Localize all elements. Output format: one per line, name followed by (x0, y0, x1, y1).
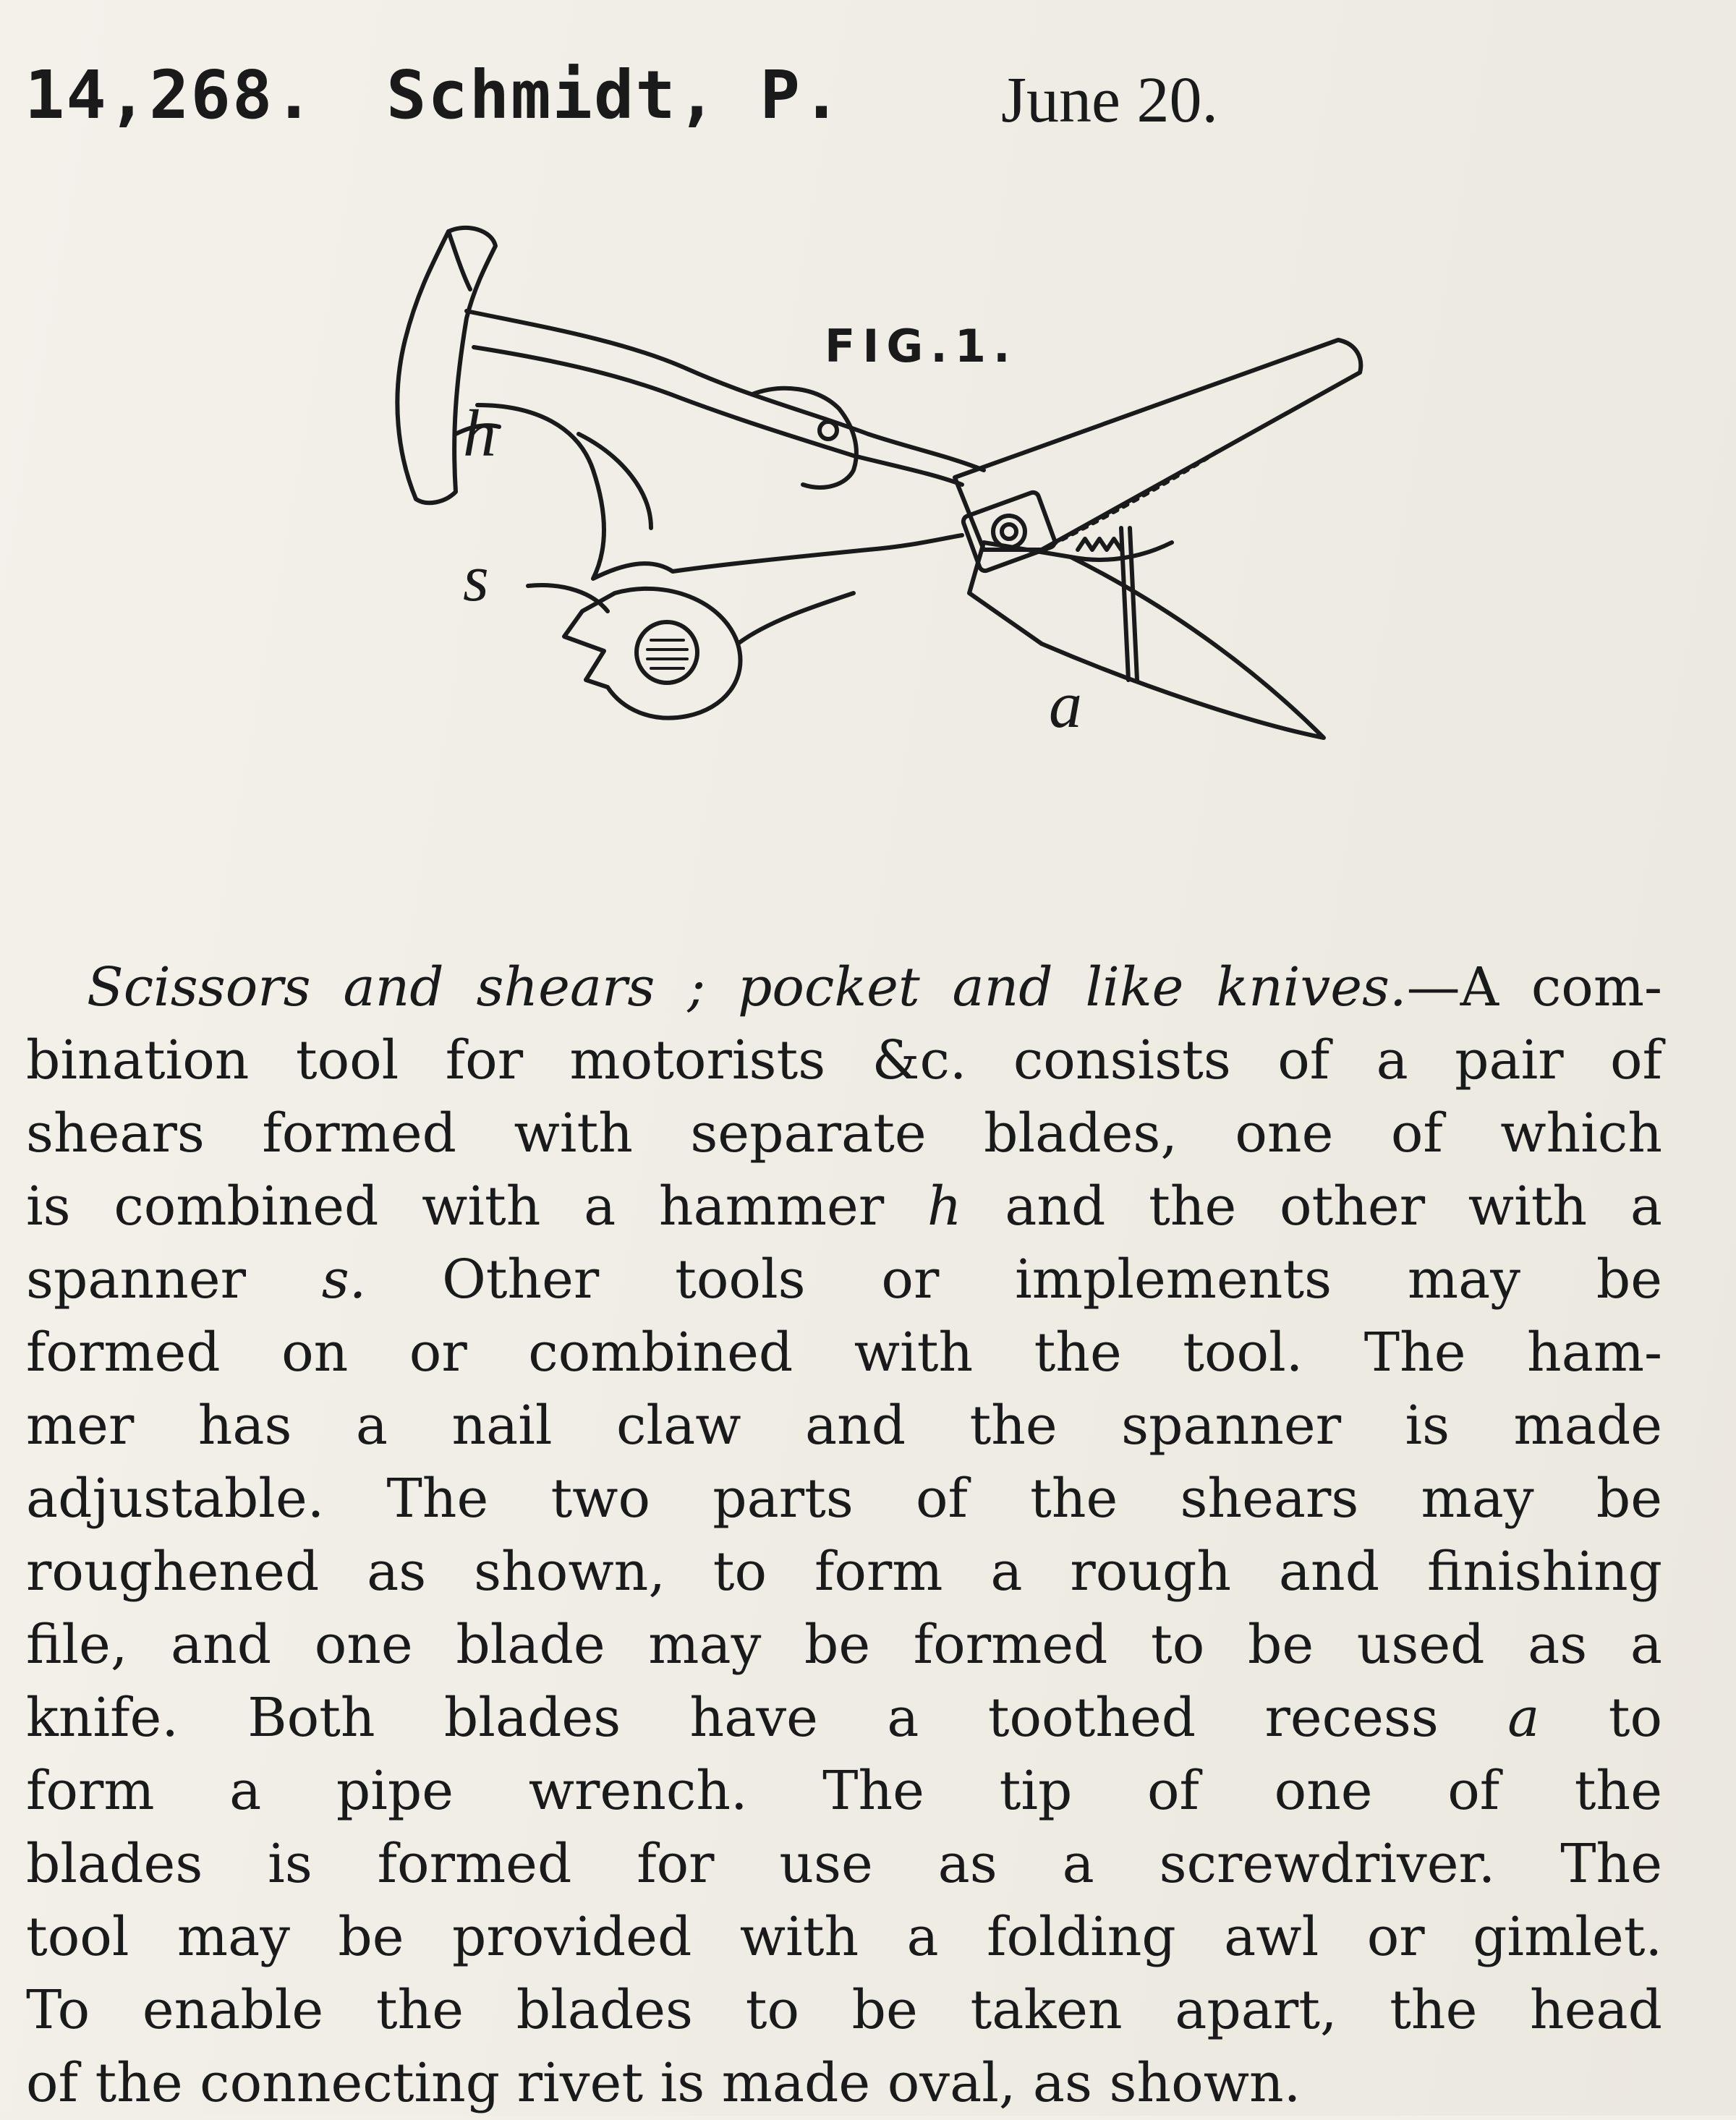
toothed-recess (1078, 539, 1121, 550)
abstract-line-4a: is combined with a hammer (26, 1175, 885, 1238)
abstract-line-13: blades is formed for use as a screwdriver. The (26, 1833, 1662, 1895)
abstract-line-9: roughened as shown, to form a rough and finishing (26, 1541, 1662, 1603)
abstract-line-5a: spanner (26, 1248, 246, 1311)
abstract-line-1: —A com- (1406, 956, 1663, 1018)
abstract-line-10: file, and one blade may be formed to be used as a (26, 1614, 1662, 1676)
abstract-line-16: of the connecting rivet is made oval, as shown. (26, 2052, 1301, 2114)
abstract-line (26, 1243, 1662, 1316)
abstract-line-2: bination tool for motorists &c. consists of a pair of (26, 1029, 1662, 1091)
spanner-head (564, 589, 741, 718)
abstract-line-6: formed on or combined with the tool. The ham- (26, 1321, 1662, 1384)
lower-blade (969, 542, 1324, 738)
tool-drawing (347, 217, 1396, 868)
patent-header (25, 56, 1688, 149)
spanner-handle (477, 405, 962, 579)
reference-h: h (927, 1175, 962, 1238)
patent-number: 14,268. (25, 56, 315, 134)
reference-a: a (1507, 1687, 1540, 1749)
abstract-line-12: form a pipe wrench. The tip of one of the (26, 1760, 1662, 1822)
reference-s: s. (321, 1248, 367, 1311)
patent-figure (347, 217, 1396, 868)
figure-letter-a: a (1049, 668, 1082, 741)
abstract-line-11b: to (1608, 1687, 1662, 1749)
abstract-line (26, 1682, 1662, 1755)
abstract-line-5b: Other tools or implements may be (442, 1248, 1662, 1311)
spanner-screw (637, 622, 697, 683)
figure-label: FIG.1. (825, 320, 1018, 373)
abstract-line-15: To enable the blades to be taken apart, the head (26, 1979, 1662, 2041)
subject-heading: Scissors and shears ; pocket and like knives. (87, 956, 1407, 1018)
inventor-name: Schmidt, P. (386, 56, 843, 134)
abstract-line (26, 951, 1662, 1024)
abstract-line-7: mer has a nail claw and the spanner is made (26, 1395, 1662, 1457)
abstract-line-11a: knife. Both blades have a toothed recess (26, 1687, 1439, 1749)
figure-letter-s: s (463, 541, 489, 615)
abstract-line (26, 1170, 1662, 1243)
abstract-line-8: adjustable. The two parts of the shears may be (26, 1468, 1662, 1530)
abstract-line-14: tool may be provided with a folding awl or gimlet. (26, 1906, 1662, 1968)
abstract-text (26, 951, 1662, 2120)
figure-letter-h: h (463, 396, 496, 470)
patent-date: June 20. (1001, 64, 1218, 136)
connecting-rivet (993, 516, 1025, 548)
abstract-line-4b: and the other with a (1005, 1175, 1662, 1238)
abstract-line-3: shears formed with separate blades, one of which (26, 1102, 1662, 1165)
